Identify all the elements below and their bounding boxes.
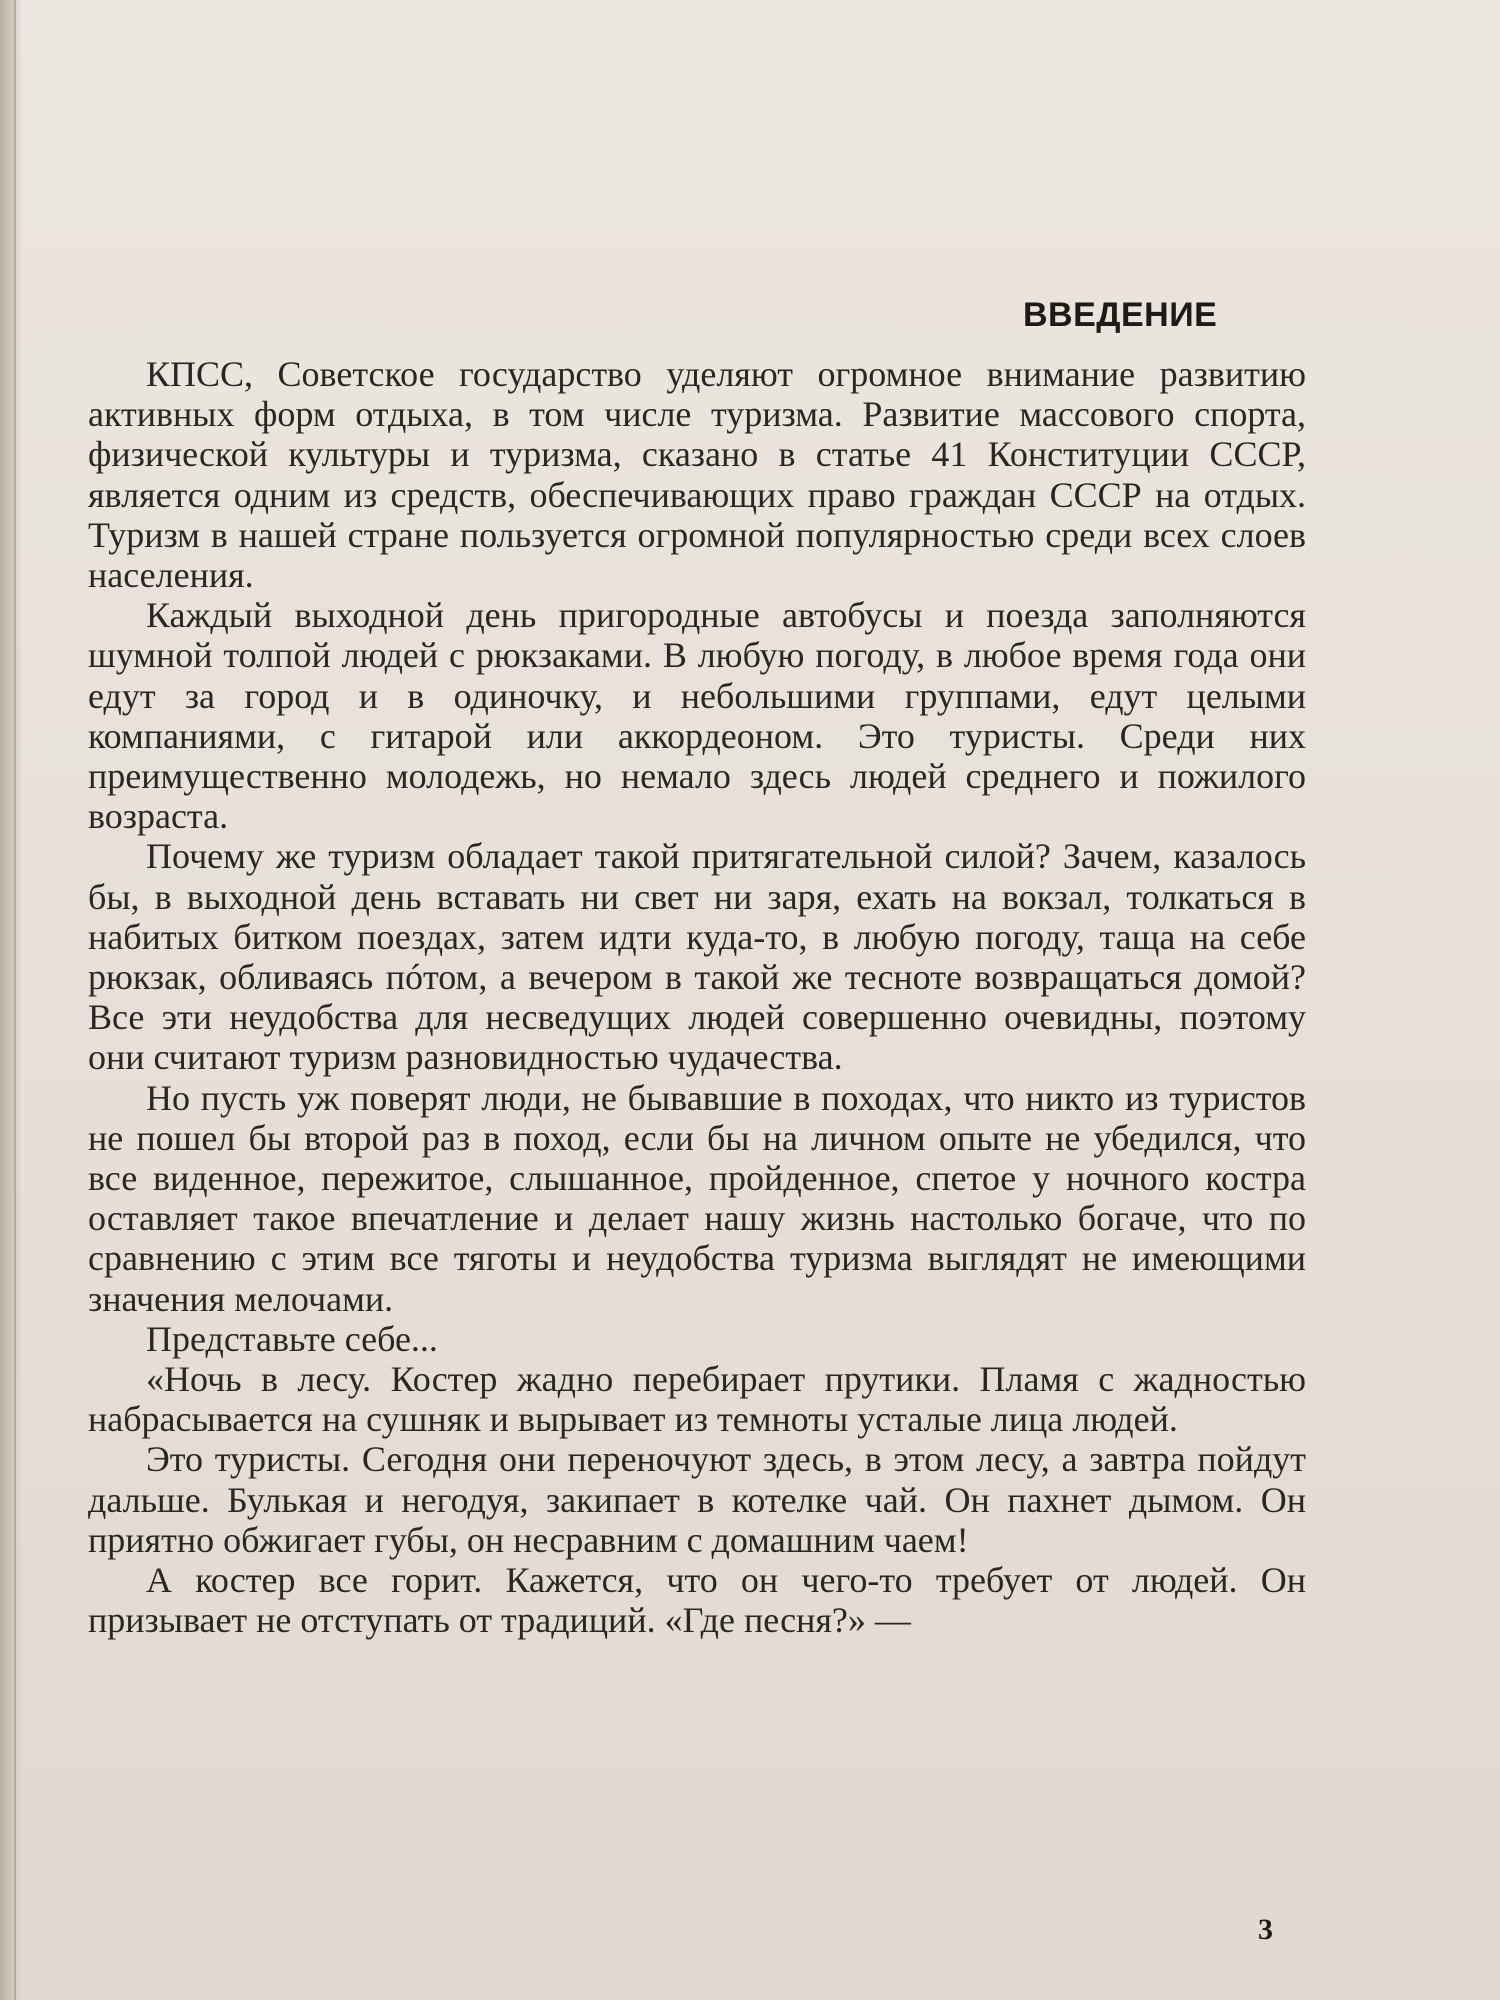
paragraph-3: Почему же туризм обладает такой притягательной силой? Зачем, казалось бы, в выходной день вставать ни свет ни заря, ехать на вокзал, толкаться в набитых битком поездах, затем идти куда-то, в любую погоду, таща на себе рюкзак, обливаясь пóтом, а вечером в такой же тесноте возвращаться домой? Все эти неудобства для несведущих людей совершенно очевидны, поэтому они считают туризм разновидностью чудачества. [88,836,1306,1078]
paragraph-4: Но пусть уж поверят люди, не бывавшие в походах, что никто из туристов не пошел бы второй раз в поход, если бы на личном опыте не убедился, что все виденное, пережитое, слышанное, пройденное, спетое у ночного костра оставляет такое впечатление и делает нашу жизнь настолько богаче, что по сравнению с этим все тяготы и неудобства туризма выглядят не имеющими значения мелочами. [88,1077,1306,1319]
paragraph-7: Это туристы. Сегодня они переночуют здесь, в этом лесу, а завтра пойдут дальше. Булькая и негодуя, закипает в котелке чай. Он пахнет дымом. Он приятно обжигает губы, он несравним с домашним чаем! [88,1439,1306,1560]
page-number: 3 [1258,1913,1273,1946]
paragraph-8: А костер все горит. Кажется, что он чего-то требует от людей. Он призывает не отступать от традиций. «Где песня?» — [88,1560,1306,1641]
paragraph-6: «Ночь в лесу. Костер жадно перебирает прутики. Пламя с жадностью набрасывается на сушняк и вырывает из темноты усталые лица людей. [88,1359,1306,1440]
paragraph-1: КПСС, Советское государство уделяют огромное внимание развитию активных форм отдыха, в том числе туризма. Развитие массового спорта, физической культуры и туризма, сказано в статье 41 Конституции СССР, является одним из средств, обеспечивающих право граждан СССР на отдых. Туризм в нашей стране пользуется огромной популярностью среди всех слоев населения. [88,354,1306,596]
paragraph-2: Каждый выходной день пригородные автобусы и поезда заполняются шумной толпой людей с рюкзаками. В любую погоду, в любое время года они едут за город и в одиночку, и небольшими группами, едут целыми компаниями, с гитарой или аккордеоном. Это туристы. Среди них преимущественно молодежь, но немало здесь людей среднего и пожилого возраста. [88,595,1306,837]
page-edge-shadow [0,0,22,2000]
body-text [88,354,1306,1641]
paragraph-5: Представьте себе... [146,1318,438,1359]
section-heading: ВВЕДЕНИЕ [1023,296,1218,334]
